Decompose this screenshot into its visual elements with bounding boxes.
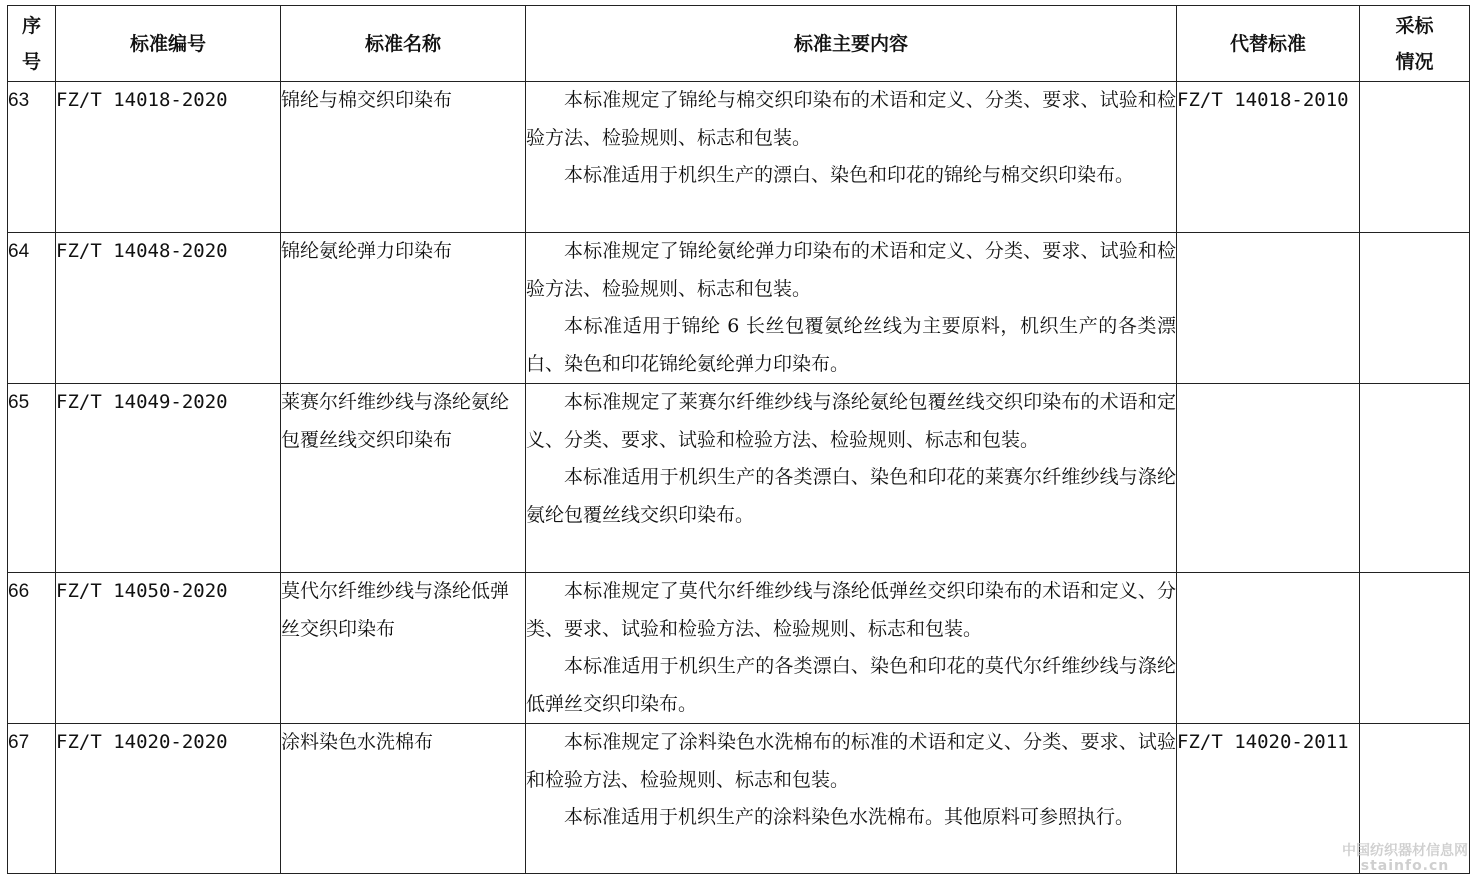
cell-replaces: FZ/T 14018-2010: [1177, 82, 1360, 233]
cell-code: FZ/T 14049-2020: [56, 384, 281, 573]
table-row: [8, 384, 1470, 573]
header-code: 标准编号: [56, 6, 281, 82]
header-no-line2: 号: [21, 50, 41, 73]
watermark-site-name: 中国纺织器材信息网: [1342, 843, 1468, 859]
header-replaces: 代替标准: [1177, 6, 1360, 82]
header-adoption-line1: 采标: [1395, 14, 1434, 37]
cell-content: [526, 384, 1177, 573]
cell-content: [526, 233, 1177, 384]
cell-name: 涂料染色水洗棉布: [281, 724, 526, 874]
cell-code: FZ/T 14048-2020: [56, 233, 281, 384]
cell-adoption: [1360, 573, 1470, 724]
cell-replaces: [1177, 384, 1360, 573]
watermark-domain: stainfo.cn: [1360, 858, 1450, 874]
cell-adoption: [1360, 384, 1470, 573]
table-row: [8, 724, 1470, 874]
content-paragraph: 本标准规定了涂料染色水洗棉布的标准的术语和定义、分类、要求、试验和检验方法、检验规则、标志和包装。: [526, 731, 1176, 791]
content-paragraph: 本标准适用于机织生产的各类漂白、染色和印花的莱赛尔纤维纱线与涤纶氨纶包覆丝线交织印染布。: [526, 466, 1176, 526]
content-paragraph: 本标准适用于锦纶 6 长丝包覆氨纶丝线为主要原料，机织生产的各类漂白、染色和印花锦纶氨纶弹力印染布。: [526, 315, 1176, 375]
cell-replaces: [1177, 573, 1360, 724]
cell-adoption: [1360, 233, 1470, 384]
content-paragraph: 本标准规定了莫代尔纤维纱线与涤纶低弹丝交织印染布的术语和定义、分类、要求、试验和检验方法、检验规则、标志和包装。: [526, 580, 1176, 640]
content-paragraph: 本标准规定了莱赛尔纤维纱线与涤纶氨纶包覆丝线交织印染布的术语和定义、分类、要求、试验和检验方法、检验规则、标志和包装。: [526, 391, 1176, 451]
cell-name: 莱赛尔纤维纱线与涤纶氨纶包覆丝线交织印染布: [281, 384, 526, 573]
cell-no: 66: [8, 573, 56, 724]
cell-replaces: [1177, 233, 1360, 384]
header-no: [8, 6, 56, 82]
cell-no: 65: [8, 384, 56, 573]
standards-table: [7, 5, 1470, 874]
table-row: [8, 573, 1470, 724]
cell-name: 锦纶与棉交织印染布: [281, 82, 526, 233]
content-paragraph: 本标准适用于机织生产的漂白、染色和印花的锦纶与棉交织印染布。: [564, 164, 1135, 186]
cell-code: FZ/T 14020-2020: [56, 724, 281, 874]
header-no-line1: 序: [21, 14, 41, 37]
cell-name: 莫代尔纤维纱线与涤纶低弹丝交织印染布: [281, 573, 526, 724]
content-paragraph: 本标准规定了锦纶与棉交织印染布的术语和定义、分类、要求、试验和检验方法、检验规则、标志和包装。: [526, 89, 1176, 149]
header-content: 标准主要内容: [526, 6, 1177, 82]
cell-content: [526, 82, 1177, 233]
table-header-row: [8, 6, 1470, 82]
table-row: [8, 82, 1470, 233]
header-name: 标准名称: [281, 6, 526, 82]
cell-content: [526, 724, 1177, 874]
cell-no: 64: [8, 233, 56, 384]
content-paragraph: 本标准适用于机织生产的涂料染色水洗棉布。其他原料可参照执行。: [564, 806, 1135, 828]
content-paragraph: 本标准规定了锦纶氨纶弹力印染布的术语和定义、分类、要求、试验和检验方法、检验规则、标志和包装。: [526, 240, 1176, 300]
cell-code: FZ/T 14018-2020: [56, 82, 281, 233]
cell-adoption: [1360, 82, 1470, 233]
content-paragraph: 本标准适用于机织生产的各类漂白、染色和印花的莫代尔纤维纱线与涤纶低弹丝交织印染布。: [526, 655, 1176, 715]
cell-code: FZ/T 14050-2020: [56, 573, 281, 724]
header-adoption: [1360, 6, 1470, 82]
cell-name: 锦纶氨纶弹力印染布: [281, 233, 526, 384]
header-adoption-line2: 情况: [1395, 50, 1434, 73]
cell-no: 63: [8, 82, 56, 233]
cell-replaces: FZ/T 14020-2011: [1177, 724, 1360, 874]
cell-content: [526, 573, 1177, 724]
cell-no: 67: [8, 724, 56, 874]
table-row: [8, 233, 1470, 384]
site-watermark: [1342, 844, 1468, 874]
